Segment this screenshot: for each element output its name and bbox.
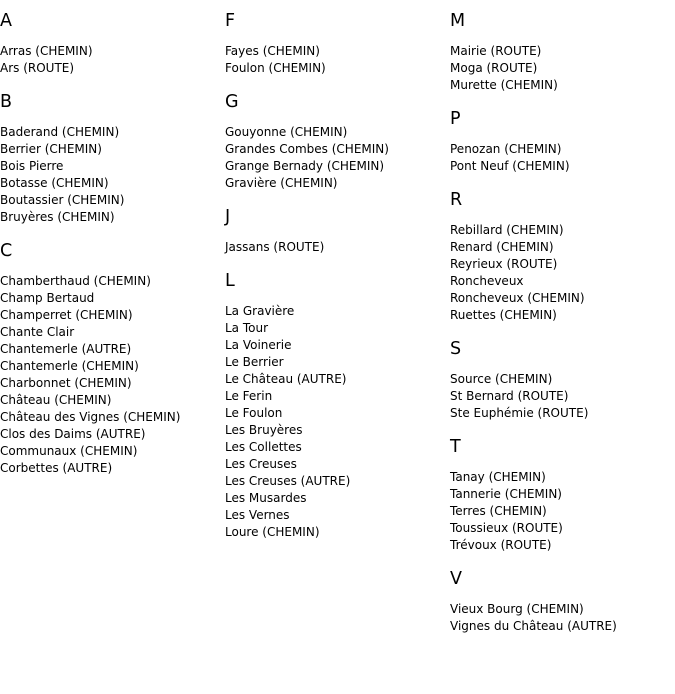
street-item[interactable]: Les Bruyères [225, 423, 303, 437]
street-item[interactable]: Source (CHEMIN) [450, 372, 553, 386]
section-letter-heading: R [450, 190, 463, 210]
street-item[interactable]: Loure (CHEMIN) [225, 525, 320, 539]
street-item[interactable]: Le Foulon [225, 406, 283, 420]
street-item[interactable]: Vieux Bourg (CHEMIN) [450, 602, 584, 616]
street-list [225, 124, 450, 192]
street-item[interactable]: Le Ferin [225, 389, 273, 403]
street-item[interactable]: Murette (CHEMIN) [450, 78, 558, 92]
street-item[interactable]: Tannerie (CHEMIN) [450, 487, 562, 501]
street-item[interactable]: Les Creuses [225, 457, 297, 471]
street-item[interactable]: Château (CHEMIN) [0, 393, 112, 407]
street-item[interactable]: Ste Euphémie (ROUTE) [450, 406, 589, 420]
street-item[interactable]: Grange Bernady (CHEMIN) [225, 159, 385, 173]
street-item[interactable]: Roncheveux [450, 274, 524, 288]
letter-section [450, 11, 675, 94]
section-letter-heading: J [225, 207, 231, 227]
street-item[interactable]: La Tour [225, 321, 269, 335]
section-letter-heading: G [225, 92, 239, 112]
section-letter-heading: P [450, 109, 461, 129]
street-item[interactable]: Gouyonne (CHEMIN) [225, 125, 348, 139]
section-letter-heading: A [0, 11, 12, 31]
street-list [450, 371, 675, 422]
street-list [0, 124, 225, 226]
street-item[interactable]: Clos des Daims (AUTRE) [0, 427, 146, 441]
street-item[interactable]: Arras (CHEMIN) [0, 44, 93, 58]
street-item[interactable]: Chantemerle (AUTRE) [0, 342, 132, 356]
street-item[interactable]: Tanay (CHEMIN) [450, 470, 546, 484]
index-column-1 [0, 0, 225, 492]
street-item[interactable]: Boutassier (CHEMIN) [0, 193, 125, 207]
section-letter-heading: B [0, 92, 13, 112]
street-item[interactable]: Terres (CHEMIN) [450, 504, 547, 518]
street-item[interactable]: Toussieux (ROUTE) [450, 521, 563, 535]
letter-section [225, 271, 450, 541]
street-list [0, 43, 225, 77]
letter-section [0, 92, 225, 226]
street-list [450, 601, 675, 635]
street-item[interactable]: Botasse (CHEMIN) [0, 176, 109, 190]
street-list [225, 43, 450, 77]
street-item[interactable]: Chante Clair [0, 325, 75, 339]
letter-section [450, 109, 675, 175]
street-item[interactable]: Fayes (CHEMIN) [225, 44, 320, 58]
letter-section [0, 241, 225, 477]
street-item[interactable]: Communaux (CHEMIN) [0, 444, 138, 458]
street-item[interactable]: Pont Neuf (CHEMIN) [450, 159, 570, 173]
street-item[interactable]: Ruettes (CHEMIN) [450, 308, 557, 322]
section-letter-heading: M [450, 11, 466, 31]
street-list [450, 469, 675, 554]
street-list [450, 141, 675, 175]
street-item[interactable]: La Voinerie [225, 338, 292, 352]
letter-section [450, 437, 675, 554]
section-letter-heading: V [450, 569, 462, 589]
street-list [450, 222, 675, 324]
street-item[interactable]: Jassans (ROUTE) [225, 240, 325, 254]
street-item[interactable]: Foulon (CHEMIN) [225, 61, 326, 75]
street-item[interactable]: Grandes Combes (CHEMIN) [225, 142, 389, 156]
street-item[interactable]: Ars (ROUTE) [0, 61, 75, 75]
section-letter-heading: L [225, 271, 235, 291]
street-item[interactable]: Bois Pierre [0, 159, 64, 173]
section-letter-heading: S [450, 339, 462, 359]
street-item[interactable]: Champerret (CHEMIN) [0, 308, 133, 322]
street-list [450, 43, 675, 94]
letter-section [225, 207, 450, 256]
street-item[interactable]: Mairie (ROUTE) [450, 44, 542, 58]
street-list [225, 303, 450, 541]
street-item[interactable]: Vignes du Château (AUTRE) [450, 619, 617, 633]
street-item[interactable]: St Bernard (ROUTE) [450, 389, 569, 403]
street-item[interactable]: Penozan (CHEMIN) [450, 142, 562, 156]
street-item[interactable]: Roncheveux (CHEMIN) [450, 291, 585, 305]
section-letter-heading: F [225, 11, 236, 31]
street-item[interactable]: Rebillard (CHEMIN) [450, 223, 564, 237]
section-letter-heading: C [0, 241, 13, 261]
street-item[interactable]: Champ Bertaud [0, 291, 95, 305]
street-item[interactable]: Bruyères (CHEMIN) [0, 210, 115, 224]
street-item[interactable]: Les Collettes [225, 440, 302, 454]
letter-section [225, 92, 450, 192]
street-item[interactable]: Chamberthaud (CHEMIN) [0, 274, 151, 288]
letter-section [450, 339, 675, 422]
street-item[interactable]: Moga (ROUTE) [450, 61, 538, 75]
letter-section [450, 569, 675, 635]
street-item[interactable]: Trévoux (ROUTE) [450, 538, 552, 552]
letter-section [450, 190, 675, 324]
index-column-3 [450, 0, 675, 650]
street-item[interactable]: Le Berrier [225, 355, 284, 369]
street-item[interactable]: Les Vernes [225, 508, 290, 522]
street-item[interactable]: Les Creuses (AUTRE) [225, 474, 351, 488]
street-list [225, 239, 450, 256]
street-item[interactable]: Château des Vignes (CHEMIN) [0, 410, 181, 424]
section-letter-heading: T [450, 437, 461, 457]
index-column-2 [225, 0, 450, 556]
street-item[interactable]: Le Château (AUTRE) [225, 372, 347, 386]
street-item[interactable]: Charbonnet (CHEMIN) [0, 376, 132, 390]
street-list [0, 273, 225, 477]
street-item[interactable]: Corbettes (AUTRE) [0, 461, 113, 475]
street-item[interactable]: La Gravière [225, 304, 295, 318]
street-item[interactable]: Reyrieux (ROUTE) [450, 257, 558, 271]
street-item[interactable]: Gravière (CHEMIN) [225, 176, 338, 190]
street-item[interactable]: Les Musardes [225, 491, 307, 505]
street-item[interactable]: Baderand (CHEMIN) [0, 125, 120, 139]
street-item[interactable]: Chantemerle (CHEMIN) [0, 359, 139, 373]
street-item[interactable]: Berrier (CHEMIN) [0, 142, 102, 156]
letter-section [0, 11, 225, 77]
street-item[interactable]: Renard (CHEMIN) [450, 240, 554, 254]
letter-section [225, 11, 450, 77]
